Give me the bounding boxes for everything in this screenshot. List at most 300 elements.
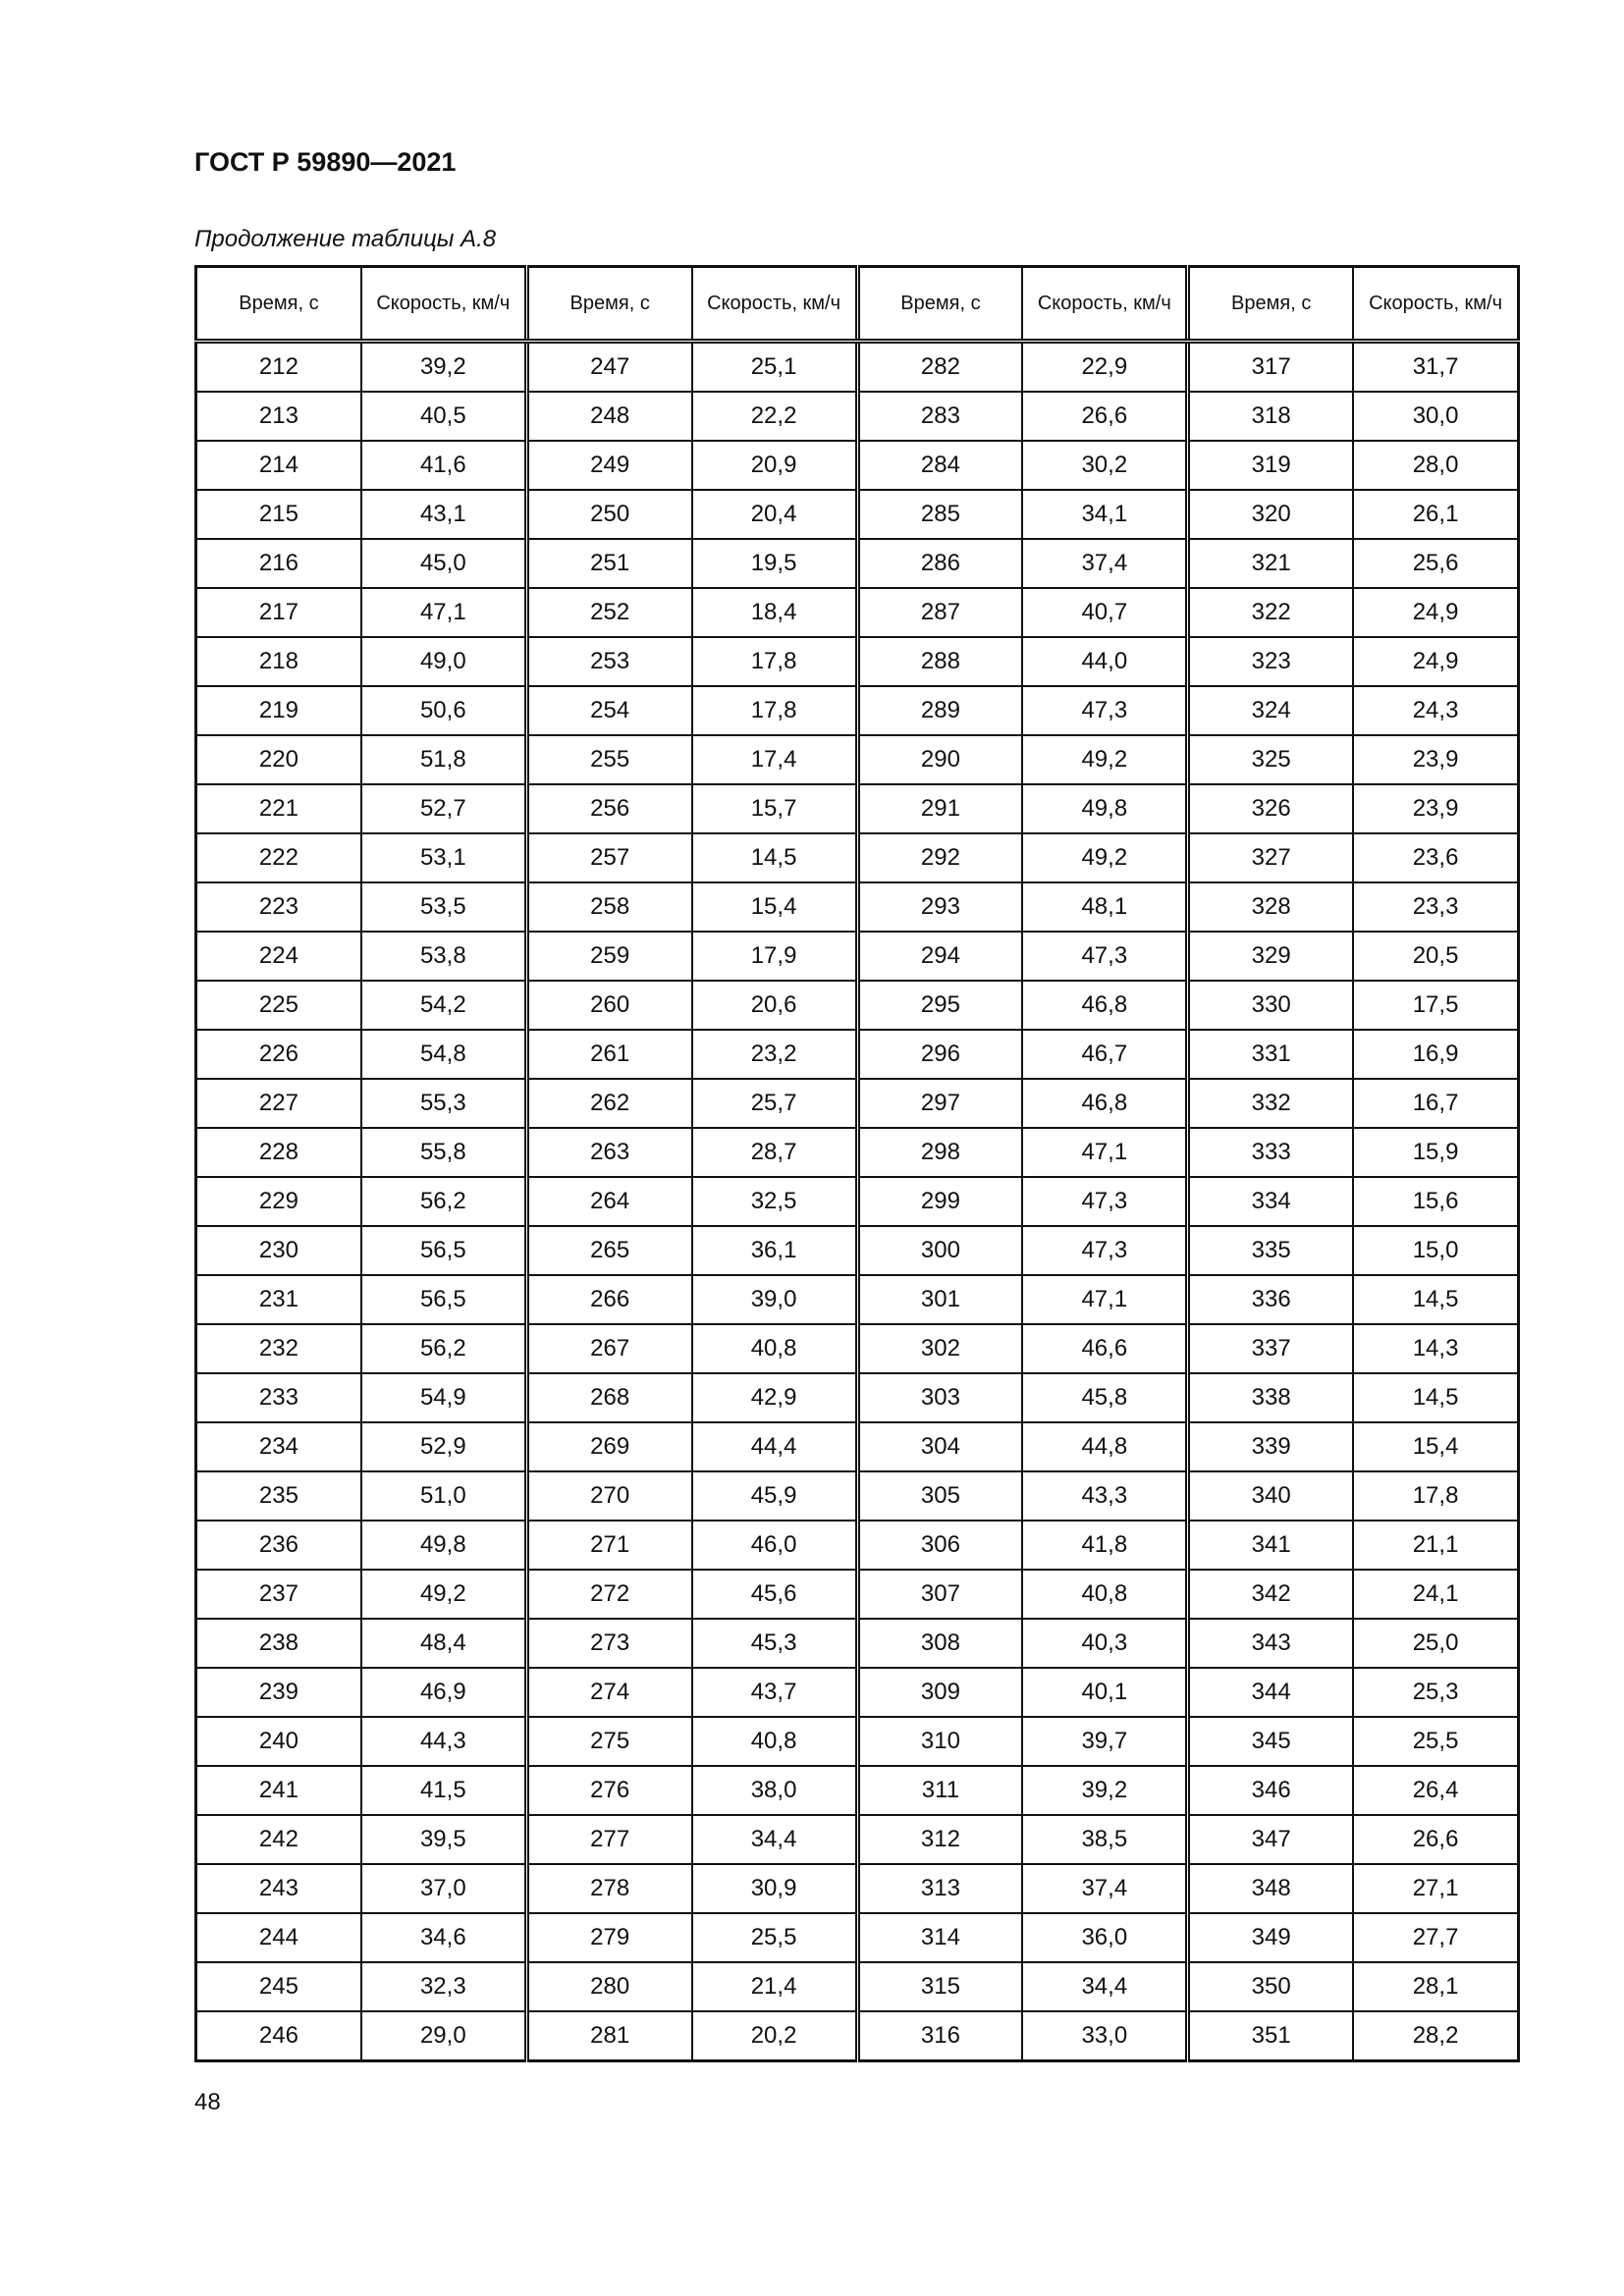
speed-cell: 42,9 [692,1373,857,1422]
speed-cell: 16,9 [1353,1030,1518,1079]
time-cell: 270 [526,1471,691,1521]
time-cell: 237 [196,1570,361,1619]
time-cell: 255 [526,735,691,784]
speed-cell: 45,3 [692,1619,857,1668]
time-cell: 230 [196,1226,361,1275]
table-row [196,1324,1519,1373]
time-cell: 290 [857,735,1022,784]
table-row [196,735,1519,784]
speed-cell: 43,3 [1022,1471,1187,1521]
time-cell: 232 [196,1324,361,1373]
time-cell: 241 [196,1766,361,1815]
speed-cell: 15,9 [1353,1128,1518,1177]
speed-cell: 39,2 [361,342,526,393]
speed-cell: 44,0 [1022,637,1187,686]
table-row [196,1226,1519,1275]
speed-cell: 47,3 [1022,1177,1187,1226]
column-header-speed: Скорость, км/ч [1022,267,1187,342]
speed-cell: 47,1 [361,588,526,637]
time-cell: 288 [857,637,1022,686]
speed-cell: 45,9 [692,1471,857,1521]
speed-cell: 41,6 [361,441,526,490]
table-row [196,1619,1519,1668]
time-cell: 343 [1188,1619,1353,1668]
speed-cell: 25,0 [1353,1619,1518,1668]
table-caption: Продолжение таблицы А.8 [194,226,497,252]
time-cell: 344 [1188,1668,1353,1717]
speed-cell: 28,7 [692,1128,857,1177]
speed-cell: 15,0 [1353,1226,1518,1275]
time-cell: 248 [526,392,691,441]
speed-cell: 17,5 [1353,981,1518,1030]
time-cell: 319 [1188,441,1353,490]
table-row [196,1570,1519,1619]
speed-cell: 49,8 [361,1521,526,1570]
speed-cell: 40,8 [692,1717,857,1766]
time-cell: 323 [1188,637,1353,686]
table-row [196,392,1519,441]
time-cell: 308 [857,1619,1022,1668]
speed-cell: 21,1 [1353,1521,1518,1570]
speed-cell: 44,3 [361,1717,526,1766]
column-header-time: Время, с [857,267,1022,342]
time-cell: 342 [1188,1570,1353,1619]
time-cell: 261 [526,1030,691,1079]
speed-cell: 52,9 [361,1422,526,1471]
speed-cell: 40,7 [1022,588,1187,637]
document-title: ГОСТ Р 59890—2021 [194,147,457,177]
speed-cell: 44,4 [692,1422,857,1471]
time-cell: 336 [1188,1275,1353,1324]
time-cell: 250 [526,490,691,539]
time-cell: 212 [196,342,361,393]
speed-cell: 15,6 [1353,1177,1518,1226]
speed-cell: 17,8 [692,637,857,686]
table-row [196,1864,1519,1913]
speed-cell: 25,7 [692,1079,857,1128]
time-cell: 303 [857,1373,1022,1422]
speed-cell: 17,9 [692,932,857,981]
speed-cell: 26,1 [1353,490,1518,539]
table-row [196,833,1519,882]
time-cell: 239 [196,1668,361,1717]
speed-cell: 34,4 [1022,1962,1187,2011]
speed-cell: 56,5 [361,1226,526,1275]
speed-cell: 47,3 [1022,686,1187,735]
table-row [196,1128,1519,1177]
time-cell: 233 [196,1373,361,1422]
time-cell: 306 [857,1521,1022,1570]
speed-cell: 56,2 [361,1177,526,1226]
time-cell: 333 [1188,1128,1353,1177]
time-cell: 225 [196,981,361,1030]
speed-cell: 53,5 [361,882,526,932]
table-row [196,588,1519,637]
time-cell: 286 [857,539,1022,588]
column-header-time: Время, с [1188,267,1353,342]
speed-cell: 52,7 [361,784,526,833]
time-cell: 351 [1188,2011,1353,2061]
speed-cell: 28,2 [1353,2011,1518,2061]
speed-cell: 54,9 [361,1373,526,1422]
time-cell: 345 [1188,1717,1353,1766]
table-row [196,1962,1519,2011]
time-cell: 236 [196,1521,361,1570]
speed-cell: 46,7 [1022,1030,1187,1079]
speed-cell: 26,4 [1353,1766,1518,1815]
time-cell: 244 [196,1913,361,1962]
speed-cell: 24,1 [1353,1570,1518,1619]
speed-cell: 14,5 [1353,1373,1518,1422]
time-cell: 289 [857,686,1022,735]
speed-cell: 47,1 [1022,1275,1187,1324]
speed-cell: 48,4 [361,1619,526,1668]
speed-cell: 47,3 [1022,1226,1187,1275]
speed-cell: 15,4 [692,882,857,932]
time-cell: 219 [196,686,361,735]
time-cell: 282 [857,342,1022,393]
table-row [196,1471,1519,1521]
time-cell: 299 [857,1177,1022,1226]
time-cell: 252 [526,588,691,637]
speed-cell: 24,9 [1353,637,1518,686]
time-cell: 338 [1188,1373,1353,1422]
speed-cell: 23,9 [1353,784,1518,833]
time-cell: 335 [1188,1226,1353,1275]
time-cell: 322 [1188,588,1353,637]
speed-cell: 30,0 [1353,392,1518,441]
speed-cell: 40,8 [1022,1570,1187,1619]
speed-cell: 49,2 [1022,735,1187,784]
column-header-speed: Скорость, км/ч [361,267,526,342]
time-cell: 269 [526,1422,691,1471]
time-cell: 329 [1188,932,1353,981]
speed-cell: 14,5 [1353,1275,1518,1324]
time-cell: 224 [196,932,361,981]
speed-cell: 19,5 [692,539,857,588]
speed-cell: 36,0 [1022,1913,1187,1962]
speed-cell: 34,4 [692,1815,857,1864]
time-cell: 254 [526,686,691,735]
time-cell: 217 [196,588,361,637]
time-cell: 296 [857,1030,1022,1079]
speed-cell: 20,4 [692,490,857,539]
table-row [196,686,1519,735]
time-cell: 346 [1188,1766,1353,1815]
speed-cell: 15,7 [692,784,857,833]
time-cell: 325 [1188,735,1353,784]
speed-cell: 53,8 [361,932,526,981]
time-cell: 246 [196,2011,361,2061]
speed-cell: 54,8 [361,1030,526,1079]
time-cell: 227 [196,1079,361,1128]
time-cell: 259 [526,932,691,981]
speed-cell: 43,7 [692,1668,857,1717]
time-cell: 245 [196,1962,361,2011]
speed-cell: 24,9 [1353,588,1518,637]
speed-cell: 48,1 [1022,882,1187,932]
speed-cell: 40,8 [692,1324,857,1373]
speed-cell: 34,6 [361,1913,526,1962]
time-cell: 226 [196,1030,361,1079]
speed-cell: 47,3 [1022,932,1187,981]
time-cell: 256 [526,784,691,833]
time-cell: 213 [196,392,361,441]
time-cell: 314 [857,1913,1022,1962]
time-cell: 310 [857,1717,1022,1766]
speed-cell: 45,8 [1022,1373,1187,1422]
speed-cell: 46,9 [361,1668,526,1717]
time-cell: 320 [1188,490,1353,539]
column-header-time: Время, с [526,267,691,342]
speed-cell: 36,1 [692,1226,857,1275]
speed-cell: 39,7 [1022,1717,1187,1766]
time-cell: 263 [526,1128,691,1177]
time-cell: 235 [196,1471,361,1521]
speed-cell: 38,0 [692,1766,857,1815]
time-cell: 268 [526,1373,691,1422]
speed-cell: 23,6 [1353,833,1518,882]
speed-cell: 29,0 [361,2011,526,2061]
time-cell: 324 [1188,686,1353,735]
table-row [196,1717,1519,1766]
table-row [196,882,1519,932]
time-cell: 278 [526,1864,691,1913]
speed-cell: 20,5 [1353,932,1518,981]
table-row [196,1373,1519,1422]
time-cell: 304 [857,1422,1022,1471]
speed-cell: 51,0 [361,1471,526,1521]
time-cell: 307 [857,1570,1022,1619]
speed-cell: 23,9 [1353,735,1518,784]
time-cell: 249 [526,441,691,490]
speed-cell: 24,3 [1353,686,1518,735]
time-cell: 292 [857,833,1022,882]
time-cell: 267 [526,1324,691,1373]
time-cell: 284 [857,441,1022,490]
speed-cell: 49,0 [361,637,526,686]
time-cell: 291 [857,784,1022,833]
time-cell: 298 [857,1128,1022,1177]
time-cell: 234 [196,1422,361,1471]
speed-cell: 16,7 [1353,1079,1518,1128]
speed-cell: 27,7 [1353,1913,1518,1962]
speed-cell: 32,3 [361,1962,526,2011]
table-row [196,342,1519,393]
speed-cell: 17,4 [692,735,857,784]
time-cell: 341 [1188,1521,1353,1570]
speed-cell: 25,6 [1353,539,1518,588]
time-cell: 309 [857,1668,1022,1717]
time-cell: 257 [526,833,691,882]
speed-cell: 20,2 [692,2011,857,2061]
speed-cell: 49,8 [1022,784,1187,833]
speed-cell: 23,2 [692,1030,857,1079]
time-cell: 301 [857,1275,1022,1324]
speed-cell: 32,5 [692,1177,857,1226]
table-header-row [196,267,1519,342]
speed-cell: 25,1 [692,342,857,393]
time-cell: 279 [526,1913,691,1962]
time-cell: 331 [1188,1030,1353,1079]
speed-cell: 25,5 [692,1913,857,1962]
time-cell: 321 [1188,539,1353,588]
speed-cell: 26,6 [1353,1815,1518,1864]
time-cell: 316 [857,2011,1022,2061]
speed-cell: 45,6 [692,1570,857,1619]
table-row [196,1275,1519,1324]
speed-cell: 40,5 [361,392,526,441]
speed-cell: 22,9 [1022,342,1187,393]
speed-cell: 53,1 [361,833,526,882]
speed-cell: 45,0 [361,539,526,588]
time-cell: 295 [857,981,1022,1030]
time-cell: 216 [196,539,361,588]
table-row [196,981,1519,1030]
speed-cell: 38,5 [1022,1815,1187,1864]
speed-cell: 21,4 [692,1962,857,2011]
speed-cell: 56,2 [361,1324,526,1373]
time-cell: 231 [196,1275,361,1324]
time-cell: 280 [526,1962,691,2011]
table-row [196,784,1519,833]
speed-cell: 43,1 [361,490,526,539]
speed-cell: 25,3 [1353,1668,1518,1717]
speed-cell: 46,6 [1022,1324,1187,1373]
speed-cell: 28,1 [1353,1962,1518,2011]
time-cell: 275 [526,1717,691,1766]
time-cell: 312 [857,1815,1022,1864]
speed-cell: 41,5 [361,1766,526,1815]
speed-cell: 50,6 [361,686,526,735]
table-body [196,342,1519,2061]
table-row [196,441,1519,490]
speed-cell: 46,8 [1022,1079,1187,1128]
speed-cell: 25,5 [1353,1717,1518,1766]
table-row [196,1766,1519,1815]
page-number: 48 [194,2089,221,2115]
time-cell: 271 [526,1521,691,1570]
time-cell: 274 [526,1668,691,1717]
speed-cell: 23,3 [1353,882,1518,932]
table-row [196,637,1519,686]
speed-cell: 20,6 [692,981,857,1030]
speed-cell: 49,2 [1022,833,1187,882]
time-cell: 247 [526,342,691,393]
column-header-time: Время, с [196,267,361,342]
speed-cell: 54,2 [361,981,526,1030]
time-cell: 222 [196,833,361,882]
time-cell: 300 [857,1226,1022,1275]
table-row [196,932,1519,981]
column-header-speed: Скорость, км/ч [692,267,857,342]
time-cell: 281 [526,2011,691,2061]
time-cell: 347 [1188,1815,1353,1864]
column-header-speed: Скорость, км/ч [1353,267,1518,342]
speed-cell: 41,8 [1022,1521,1187,1570]
time-cell: 260 [526,981,691,1030]
time-cell: 340 [1188,1471,1353,1521]
time-cell: 251 [526,539,691,588]
speed-cell: 17,8 [1353,1471,1518,1521]
time-cell: 220 [196,735,361,784]
speed-cell: 33,0 [1022,2011,1187,2061]
speed-cell: 55,8 [361,1128,526,1177]
time-cell: 349 [1188,1913,1353,1962]
time-cell: 258 [526,882,691,932]
speed-cell: 15,4 [1353,1422,1518,1471]
time-cell: 214 [196,441,361,490]
time-cell: 243 [196,1864,361,1913]
time-cell: 240 [196,1717,361,1766]
speed-time-table [194,265,1520,2062]
time-cell: 334 [1188,1177,1353,1226]
speed-cell: 18,4 [692,588,857,637]
speed-cell: 37,0 [361,1864,526,1913]
speed-cell: 44,8 [1022,1422,1187,1471]
speed-cell: 40,3 [1022,1619,1187,1668]
time-cell: 264 [526,1177,691,1226]
speed-cell: 14,3 [1353,1324,1518,1373]
time-cell: 293 [857,882,1022,932]
time-cell: 294 [857,932,1022,981]
table-row [196,1422,1519,1471]
time-cell: 305 [857,1471,1022,1521]
speed-cell: 20,9 [692,441,857,490]
time-cell: 253 [526,637,691,686]
table-row [196,539,1519,588]
speed-cell: 22,2 [692,392,857,441]
time-cell: 287 [857,588,1022,637]
speed-cell: 51,8 [361,735,526,784]
table-row [196,2011,1519,2061]
speed-cell: 37,4 [1022,1864,1187,1913]
time-cell: 266 [526,1275,691,1324]
time-cell: 277 [526,1815,691,1864]
speed-cell: 30,9 [692,1864,857,1913]
speed-cell: 30,2 [1022,441,1187,490]
speed-cell: 39,2 [1022,1766,1187,1815]
speed-cell: 27,1 [1353,1864,1518,1913]
time-cell: 302 [857,1324,1022,1373]
time-cell: 229 [196,1177,361,1226]
time-cell: 315 [857,1962,1022,2011]
time-cell: 272 [526,1570,691,1619]
speed-cell: 17,8 [692,686,857,735]
table-row [196,490,1519,539]
speed-cell: 34,1 [1022,490,1187,539]
table-row [196,1030,1519,1079]
speed-cell: 31,7 [1353,342,1518,393]
speed-cell: 46,0 [692,1521,857,1570]
speed-cell: 49,2 [361,1570,526,1619]
speed-cell: 46,8 [1022,981,1187,1030]
speed-cell: 56,5 [361,1275,526,1324]
speed-cell: 40,1 [1022,1668,1187,1717]
time-cell: 285 [857,490,1022,539]
time-cell: 218 [196,637,361,686]
time-cell: 311 [857,1766,1022,1815]
table-row [196,1521,1519,1570]
table-row [196,1668,1519,1717]
speed-cell: 37,4 [1022,539,1187,588]
speed-cell: 26,6 [1022,392,1187,441]
time-cell: 228 [196,1128,361,1177]
time-cell: 326 [1188,784,1353,833]
time-cell: 276 [526,1766,691,1815]
time-cell: 297 [857,1079,1022,1128]
time-cell: 273 [526,1619,691,1668]
